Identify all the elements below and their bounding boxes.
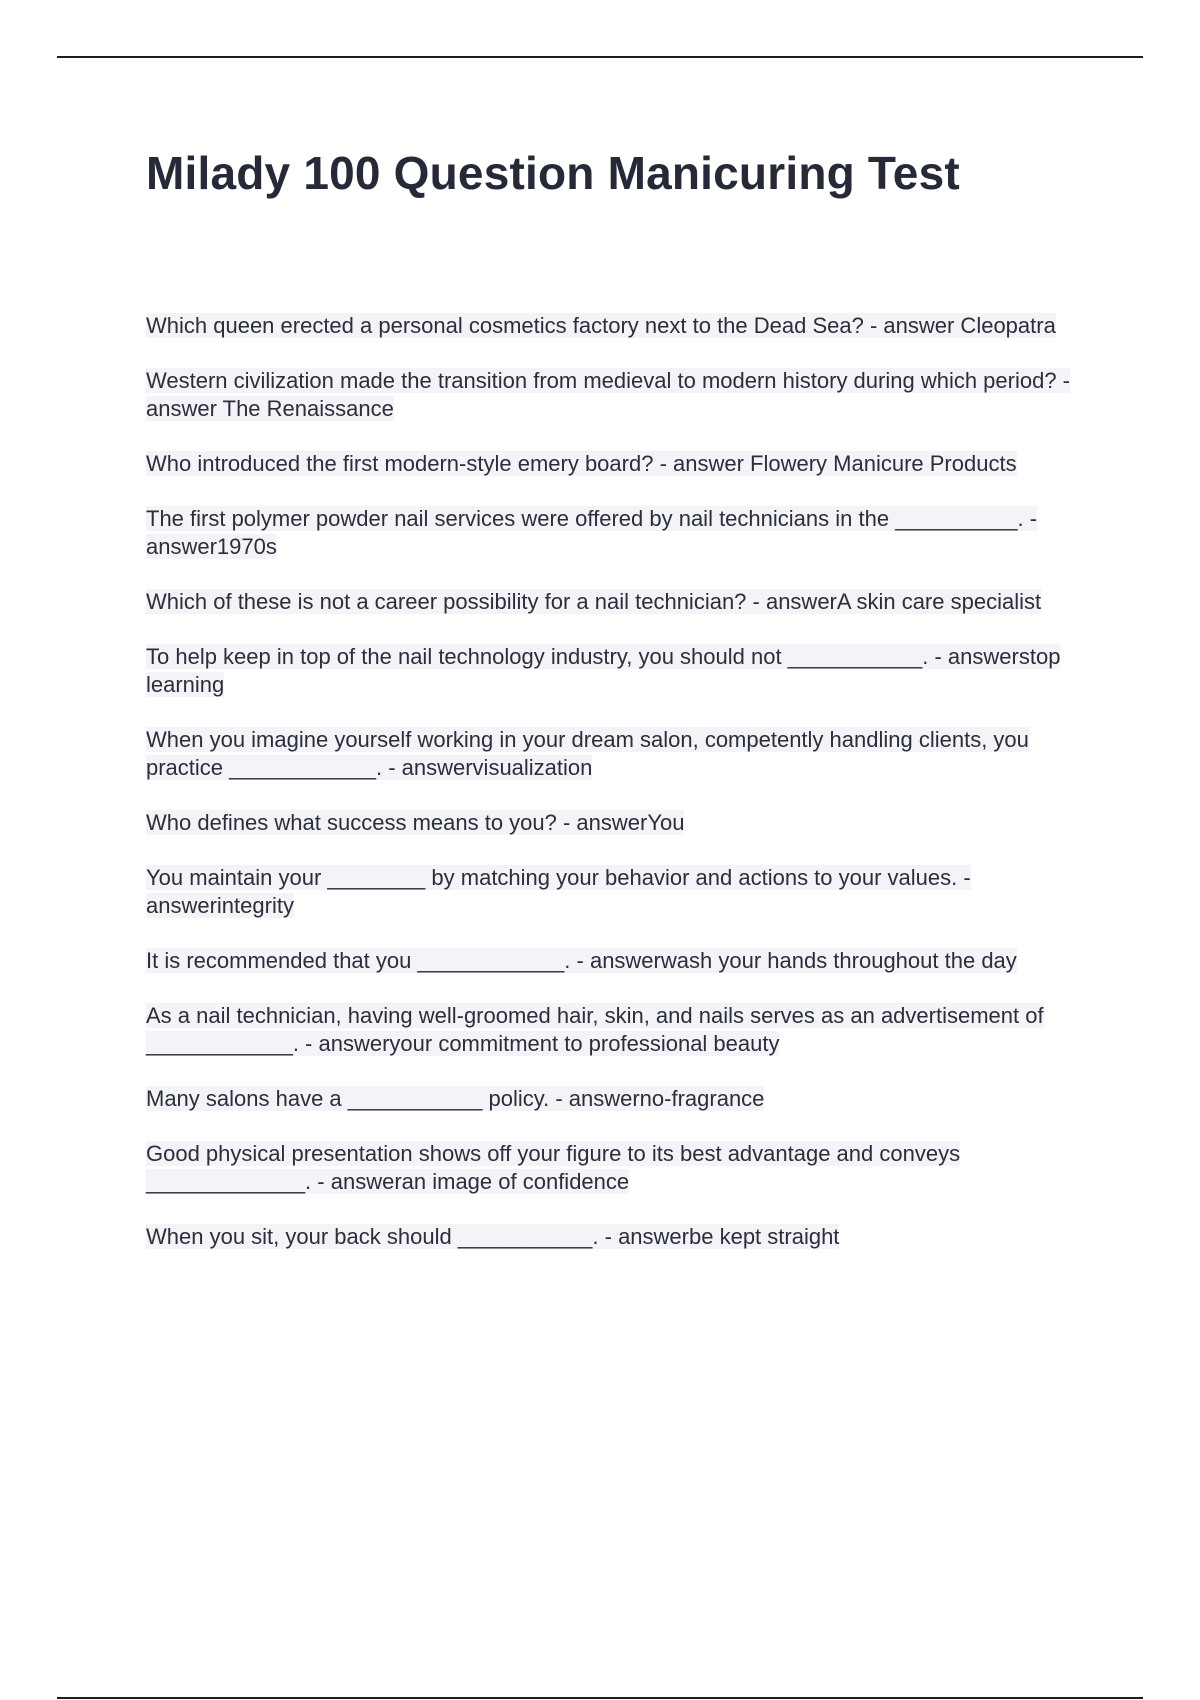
qa-item-1: Which queen erected a personal cosmetics factory next to the Dead Sea? - answer Cleopatra bbox=[146, 313, 1056, 338]
qa-item-12: Many salons have a ___________ policy. - answerno-fragrance bbox=[146, 1086, 765, 1111]
qa-item-7: When you imagine yourself working in your dream salon, competently handling clients, you practice ____________. - answervisualization bbox=[146, 727, 1029, 780]
qa-item-3: Who introduced the first modern-style emery board? - answer Flowery Manicure Products bbox=[146, 451, 1017, 476]
qa-item-14: When you sit, your back should ___________. - answerbe kept straight bbox=[146, 1224, 840, 1249]
qa-item-9: You maintain your ________ by matching your behavior and actions to your values. - answerintegrity bbox=[146, 865, 971, 918]
qa-item-13: Good physical presentation shows off your figure to its best advantage and conveys _____________. - answeran image of confidence bbox=[146, 1141, 961, 1194]
qa-item-10: It is recommended that you ____________. - answerwash your hands throughout the day bbox=[146, 948, 1017, 973]
qa-item-5: Which of these is not a career possibility for a nail technician? - answerA skin care specialist bbox=[146, 589, 1042, 614]
qa-item-4: The first polymer powder nail services were offered by nail technicians in the __________. - answer1970s bbox=[146, 506, 1038, 559]
qa-item-11: As a nail technician, having well-groomed hair, skin, and nails serves as an advertisement of ____________. - answeryour commitment to professional beauty bbox=[146, 1003, 1044, 1056]
qa-item-6: To help keep in top of the nail technology industry, you should not ___________. - answerstop learning bbox=[146, 644, 1061, 697]
qa-item-2: Western civilization made the transition from medieval to modern history during which period? - answer The Renaissance bbox=[146, 368, 1071, 421]
page-title: Milady 100 Question Manicuring Test bbox=[146, 147, 960, 199]
bottom-divider bbox=[57, 1697, 1143, 1699]
qa-item-8: Who defines what success means to you? - answerYou bbox=[146, 810, 685, 835]
top-divider bbox=[57, 56, 1143, 58]
question-answer-list bbox=[146, 312, 1076, 1278]
